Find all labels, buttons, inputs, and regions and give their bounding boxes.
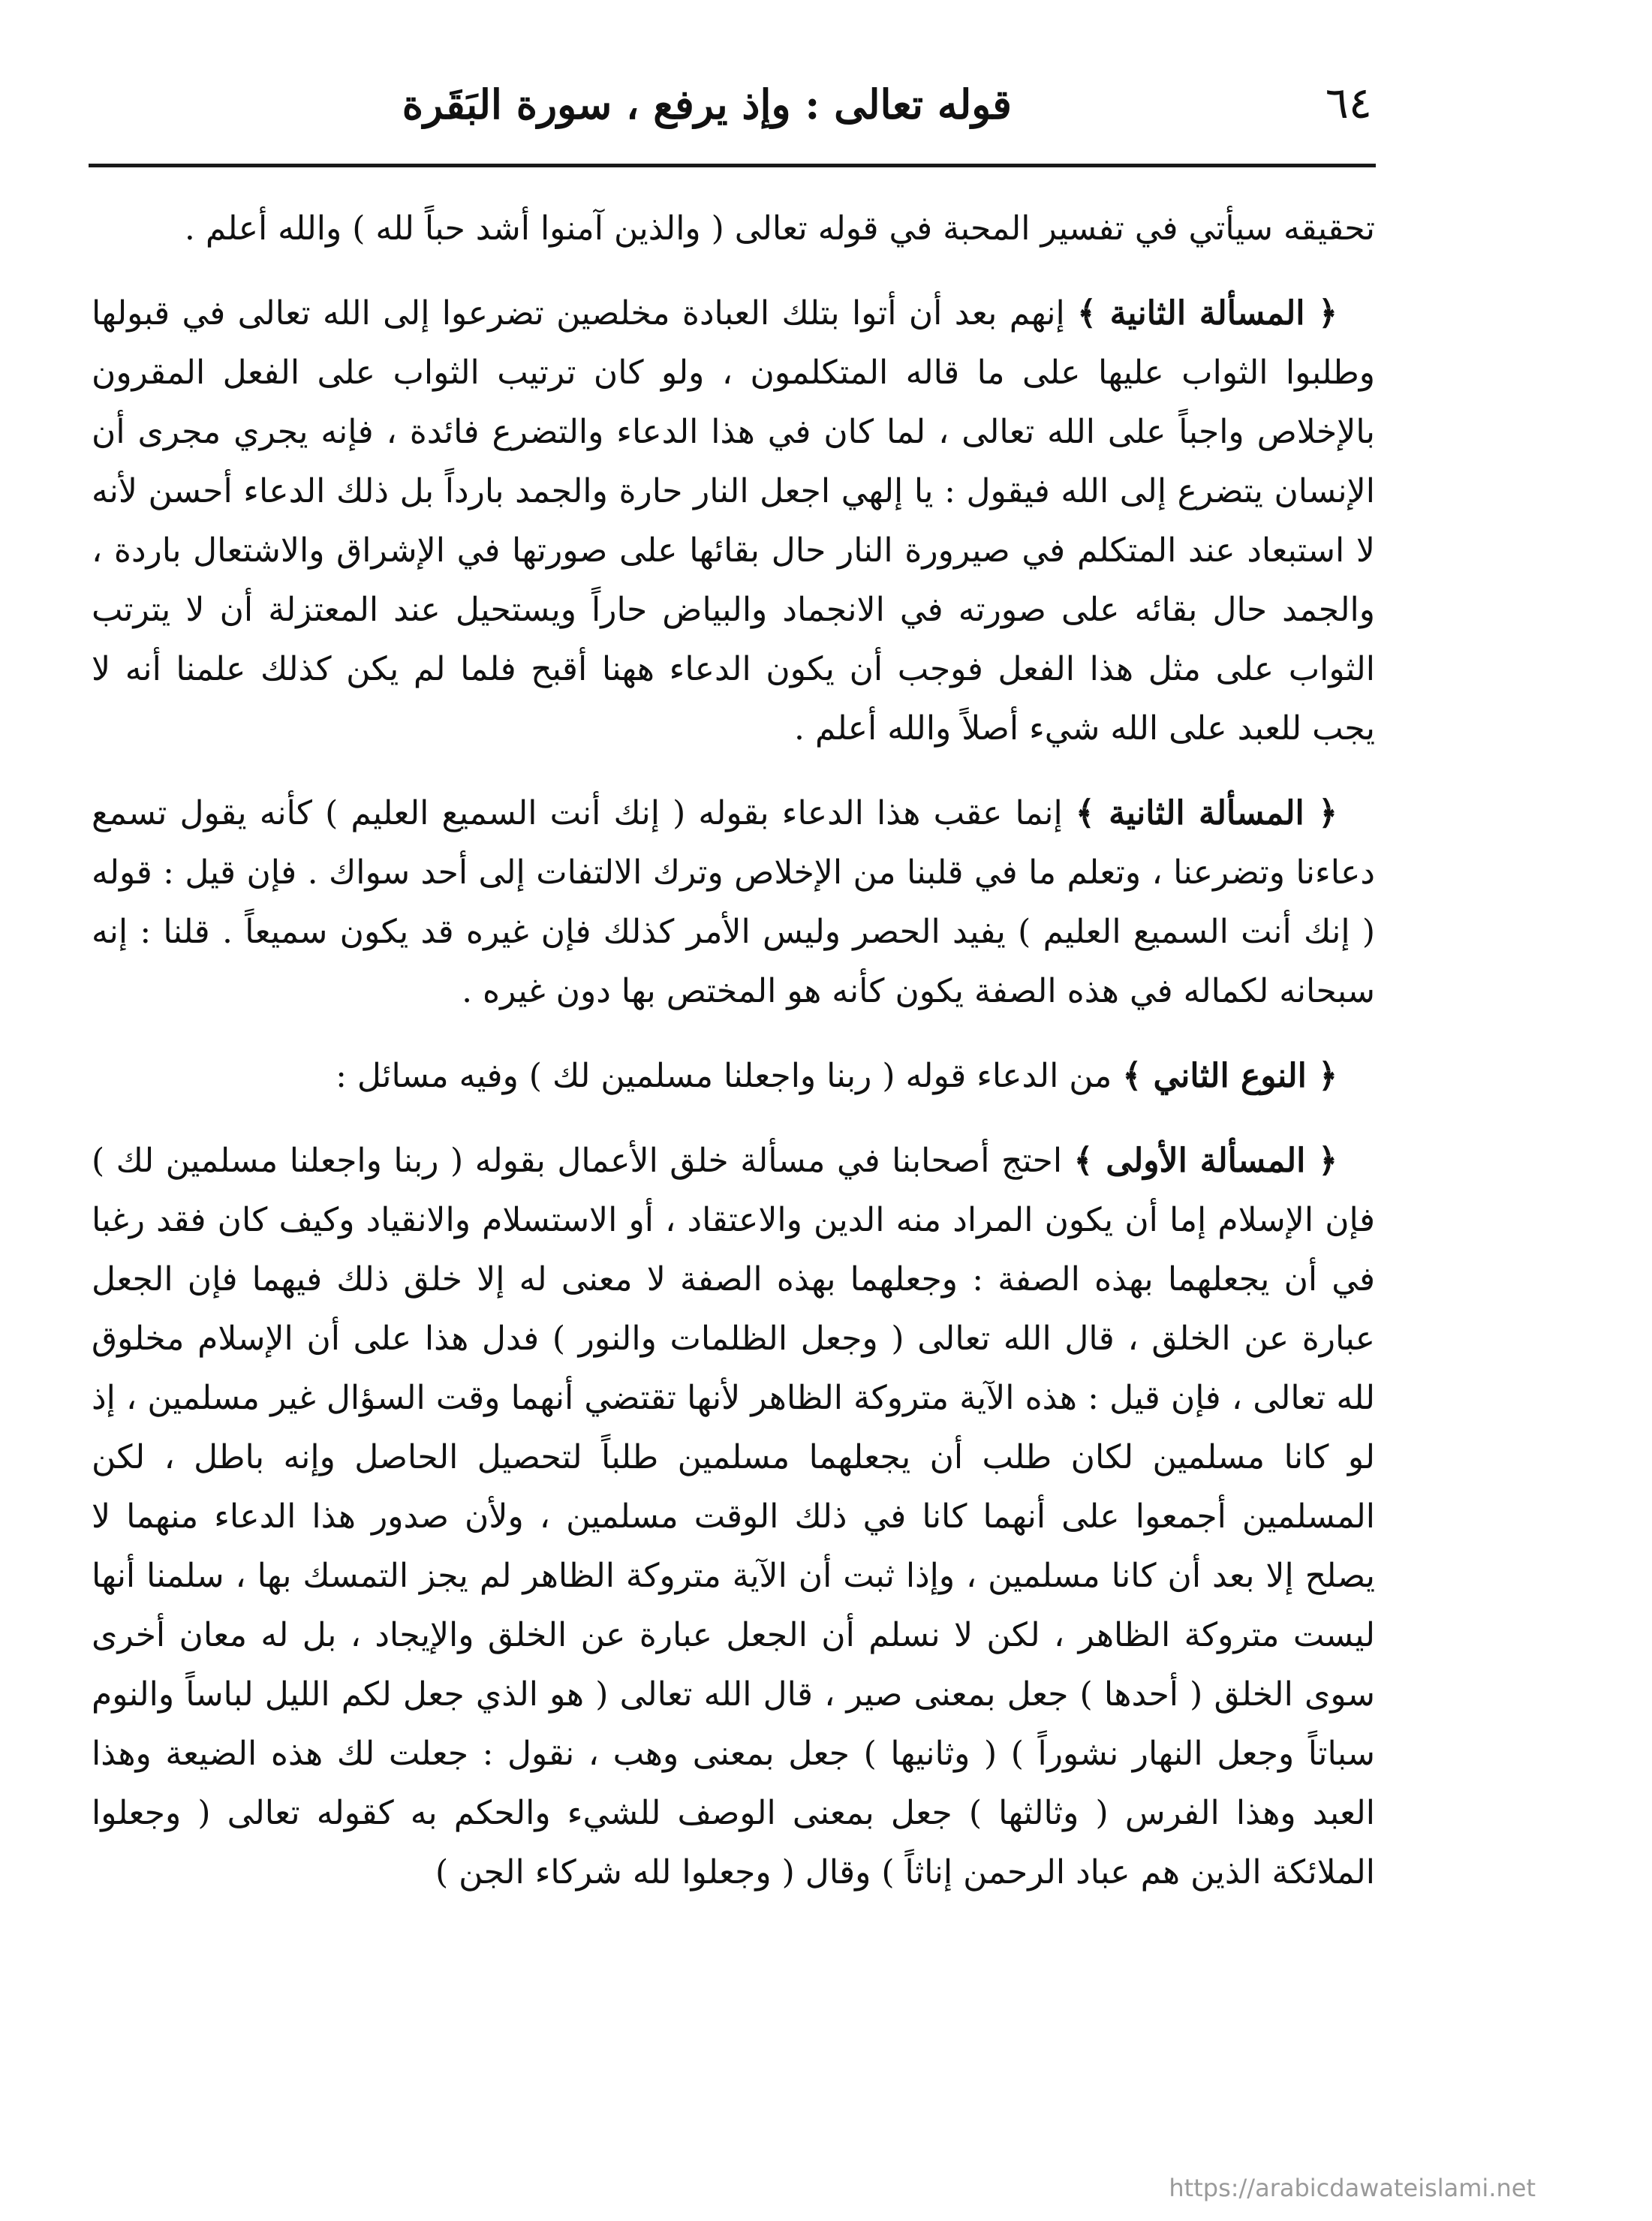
section-heading: ﴿ المسألة الأولى ﴾ — [1073, 1142, 1338, 1180]
page-header — [89, 71, 1372, 154]
paragraph-text: إنما عقب هذا الدعاء بقوله ( إنك أنت السميع العليم ) كأنه يقول تسمع دعاءنا وتضرعنا ، وتعلم ما في قلبنا من الإخلاص وترك الالتفات إلى أحد سواك . فإن قيل : قوله ( إنك أنت السميع العليم ) يفيد الحصر وليس الأمر كذلك فإن غيره قد يكون سميعاً . قلنا : إنه سبحانه لكماله في هذه الصفة يكون كأنه هو المختص بها دون غيره . — [92, 794, 1375, 1010]
paragraph-naw-2 — [92, 1046, 1375, 1106]
paragraph-masala-1 — [92, 1131, 1375, 1902]
paragraph-masala-2b — [92, 784, 1375, 1021]
section-heading: ﴿ المسألة الثانية ﴾ — [1075, 794, 1338, 832]
running-title: قوله تعالى : وإذ يرفع ، سورة البَقَرة — [402, 80, 1012, 128]
watermark-url: https://arabicdawateislami.net — [1169, 2174, 1536, 2202]
page-number: ٦٤ — [1325, 77, 1372, 128]
paragraph-intro — [92, 199, 1375, 258]
body-text — [92, 199, 1375, 1928]
section-heading: ﴿ المسألة الثانية ﴾ — [1077, 294, 1338, 333]
section-heading: ﴿ النوع الثاني ﴾ — [1122, 1057, 1338, 1095]
paragraph-masala-2a — [92, 284, 1375, 758]
paragraph-text: تحقيقه سيأتي في تفسير المحبة في قوله تعالى ( والذين آمنوا أشد حباً لله ) والله أعلم . — [184, 209, 1375, 248]
paragraph-text: احتج أصحابنا في مسألة خلق الأعمال بقوله ( ربنا واجعلنا مسلمين لك ) فإن الإسلام إما أن يكون المراد منه الدين والاعتقاد ، أو الاستسلام والانقياد وكيف كان فقد رغبا في أن يجعلهما بهذه الصفة : وجعلهما بهذه الصفة لا معنى له إلا خلق ذلك فيهما فإن الجعل عبارة عن الخلق ، قال الله تعالى ( وجعل الظلمات والنور ) فدل هذا على أن الإسلام مخلوق لله تعالى ، فإن قيل : هذه الآية متروكة الظاهر لأنها تقتضي أنهما وقت السؤال غير مسلمين ، إذ لو كانا مسلمين لكان طلب أن يجعلهما مسلمين طلباً لتحصيل الحاصل وإنه باطل ، لكن المسلمين أجمعوا على أنهما كانا في ذلك الوقت مسلمين ، ولأن صدور هذا الدعاء منهما لا يصلح إلا بعد أن كانا مسلمين ، وإذا ثبت أن الآية متروكة الظاهر لم يجز التمسك بها ، سلمنا أنها ليست متروكة الظاهر ، لكن لا نسلم أن الجعل عبارة عن الخلق والإيجاد ، بل له معان أخرى سوى الخلق ( أحدها ) جعل بمعنى صير ، قال الله تعالى ( هو الذي جعل لكم الليل لباساً والنوم سباتاً وجعل النهار نشوراً ) ( وثانيها ) جعل بمعنى وهب ، نقول : جعلت لك هذه الضيعة وهذا العبد وهذا الفرس ( وثالثها ) جعل بمعنى الوصف للشيء والحكم به كقوله تعالى ( وجعلوا الملائكة الذين هم عباد الرحمن إناثاً ) وقال ( وجعلوا لله شركاء الجن ) — [92, 1142, 1375, 1891]
paragraph-text: من الدعاء قوله ( ربنا واجعلنا مسلمين لك ) وفيه مسائل : — [336, 1057, 1112, 1095]
paragraph-text: إنهم بعد أن أتوا بتلك العبادة مخلصين تضرعوا إلى الله تعالى في قبولها وطلبوا الثواب عليها على ما قاله المتكلمون ، ولو كان ترتيب الثواب على الفعل المقرون بالإخلاص واجباً على الله تعالى ، لما كان في هذا الدعاء والتضرع فائدة ، فإنه يجري مجرى أن الإنسان يتضرع إلى الله فيقول : يا إلهي اجعل النار حارة والجمد بارداً بل ذلك الدعاء أحسن لأنه لا استبعاد عند المتكلم في صيرورة النار حال بقائها على صورتها في الإشراق والاشتعال باردة ، والجمد حال بقائه على صورته في الانجماد والبياض حاراً ويستحيل عند المعتزلة أن لا يترتب الثواب على مثل هذا الفعل فوجب أن يكون الدعاء ههنا أقبح فلما لم يكن كذلك علمنا أنه لا يجب للعبد على الله شيء أصلاً والله أعلم . — [92, 294, 1375, 748]
header-divider — [89, 164, 1376, 167]
